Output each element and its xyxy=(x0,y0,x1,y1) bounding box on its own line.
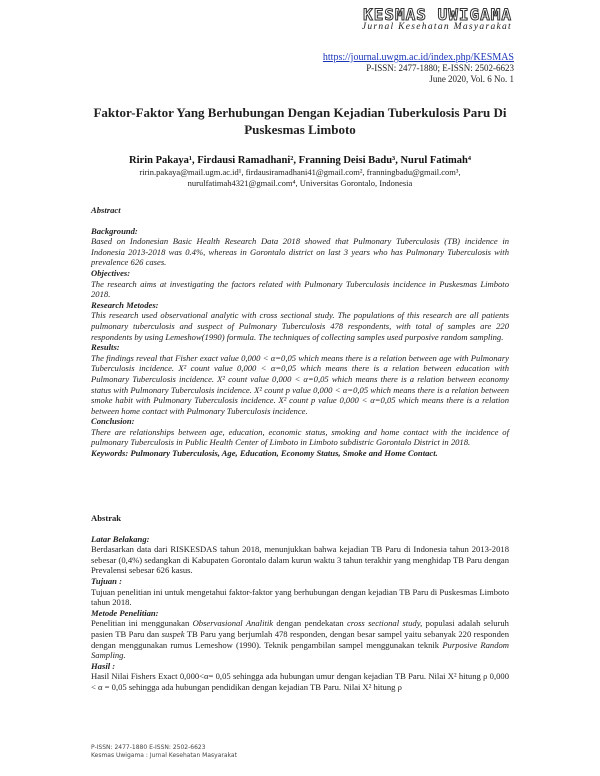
journal-logo: KESMAS UWIGAMA xyxy=(363,5,512,24)
abstract-indonesian xyxy=(91,513,509,693)
journal-url-link[interactable]: https://journal.uwgm.ac.id/index.php/KESMAS xyxy=(322,52,514,63)
footer-issn: P-ISSN: 2477-1880 E-ISSN: 2502-6623 xyxy=(91,744,206,751)
latar-belakang-text: Berdasarkan data dari RISKESDAS tahun 2018, menunjukkan bahwa kejadian TB Paru di Indonesia tahun 2013-2018 sebesar (0,4%) sedangkan di Kabupaten Gorontalo dalam kurun waktu 3 tahun terakhir yang menghidap TB Paru dengan Prevalensi sebesar 626 kasus. xyxy=(91,544,509,576)
article-authors: Ririn Pakaya¹, Firdausi Ramadhani², Franning Deisi Badu³, Nurul Fatimah⁴ xyxy=(129,155,471,166)
background-text: Based on Indonesian Basic Health Research Data 2018 showed that Pulmonary Tuberculosis (TB) incidence in Indonesia 2013-2018 was 0.4%, whereas in Gorontalo district on last 3 years who has Pulmonary Tuberculosis with prevalence 626 cases. xyxy=(91,236,509,268)
conclusion-label: Conclusion: xyxy=(91,416,135,427)
results-label: Results: xyxy=(91,342,120,353)
journal-tagline: Jurnal Kesehatan Masyarakat xyxy=(361,22,512,32)
journal-issn: P-ISSN: 2477-1880; E-ISSN: 2502-6623 xyxy=(366,63,514,73)
journal-masthead xyxy=(362,6,512,32)
tujuan-text: Tujuan penelitian ini untuk mengetahui faktor-faktor yang berhubungan dengan kejadian TB Paru di Puskesmas Limboto tahun 2018. xyxy=(91,586,509,608)
metode-text-h: Purposive Random Sampling. xyxy=(91,639,510,661)
metode-label: Metode Penelitian: xyxy=(91,607,159,618)
objectives-label: Objectives: xyxy=(91,267,131,278)
results-text: The findings reveal that Fisher exact value 0,000 < α=0,05 which means there is a relation between age with Pulmonary Tuberculosis incidence. X² count value 0,000 < α=0,05 which means there is a relation between education with Pulmonary Tuberculosis incidence. X² count value 0,000 < α=0,05 which means there is a relation between economy status with Pulmonary Tuberculosis incidence. X² count p value 0,000 < α=0,05 which means there is a relation between smoke habit with Pulmonary Tuberculosis incidence. X² count p value 0,000 < α=0,05 which means there is a relation between home contact with Pulmonary Tuberculosis incidence. xyxy=(91,352,509,416)
journal-info xyxy=(323,52,514,85)
background-label: Background: xyxy=(91,225,138,236)
metode-text-f: suspek xyxy=(161,628,185,639)
author-emails-line2: nurulfatimah4321@gmail.com⁴, Universitas Gorontalo, Indonesia xyxy=(187,178,413,188)
keywords-text: Pulmonary Tuberculosis, Age, Education, Economy Status, Smoke and Home Contact. xyxy=(130,448,438,459)
keywords-label: Keywords: xyxy=(91,448,129,459)
hasil-label: Hasil : xyxy=(91,660,116,671)
objectives-text: The research aims at investigating the factors related with Pulmonary Tuberculosis incidence in Puskesmas Limboto 2018. xyxy=(91,278,509,300)
hasil-text: Hasil Nilai Fishers Exact 0,000<α= 0,05 sehingga ada hubungan umur dengan kejadian TB Paru. Nilai X² hitung ρ 0,000 < α = 0,05 sehingga ada hubungan pendidikan dengan kejadian TB Paru. Nilai X² hitung ρ xyxy=(91,671,509,692)
metode-text-a: Penelitian ini menggunakan xyxy=(91,618,193,629)
metode-text-d: cross sectional study, xyxy=(346,618,423,629)
author-emails-line1: ririn.pakaya@mail.ugm.ac.id¹, firdausiramadhani41@gmail.com², franningbadu@gmail.com³, xyxy=(139,167,461,177)
keywords-line xyxy=(91,448,509,459)
footer-journal: Kesmas Uwigama : Jurnal Kesehatan Masyarakat xyxy=(91,752,237,759)
article-title: Faktor-Faktor Yang Berhubungan Dengan Kejadian Tuberkulosis Paru Di Puskesmas Limboto xyxy=(93,105,507,137)
metode-text-e: populasi adalah seluruh pasien TB Paru dan xyxy=(91,618,509,639)
author-emails xyxy=(90,167,510,189)
methods-label: Research Metodes: xyxy=(91,299,159,310)
abstrak-heading: Abstrak xyxy=(91,513,122,523)
metode-text-b: Observasional Analitik xyxy=(192,618,274,629)
metode-text-g: TB Paru yang berjumlah 478 responden, dengan besar sampel yaitu sebanyak 220 responden dengan menggunakan rumus Lemeshow (1990). Teknik pengambilan sampel menggunakan teknik xyxy=(91,628,509,650)
page-footer xyxy=(91,744,237,760)
conclusion-text: There are relationships between age, education, economic status, smoking and home contact with the incidence of pulmonary Tuberculosis in Public Health Center of Limboto in Limboto subdistric Gorontalo District in 2018. xyxy=(91,426,509,448)
metode-text xyxy=(91,618,509,660)
tujuan-label: Tujuan : xyxy=(91,575,122,586)
metode-text-c: dengan pendekatan xyxy=(273,618,347,629)
latar-belakang-label: Latar Belakang: xyxy=(91,533,150,544)
abstract-heading: Abstract xyxy=(91,205,121,215)
journal-issue: June 2020, Vol. 6 No. 1 xyxy=(429,74,514,84)
abstract-english xyxy=(91,205,509,459)
methods-text: This research used observational analytic with cross sectional study. The populations of this research are all patients pulmonary tuberculosis and suspect of Pulmonary Tuberculosis 478 respondents, with total of samples are 220 respondents by using Lemeshow(1990) formula. The techniques of collecting samples used purposive random sampling. xyxy=(91,310,509,342)
